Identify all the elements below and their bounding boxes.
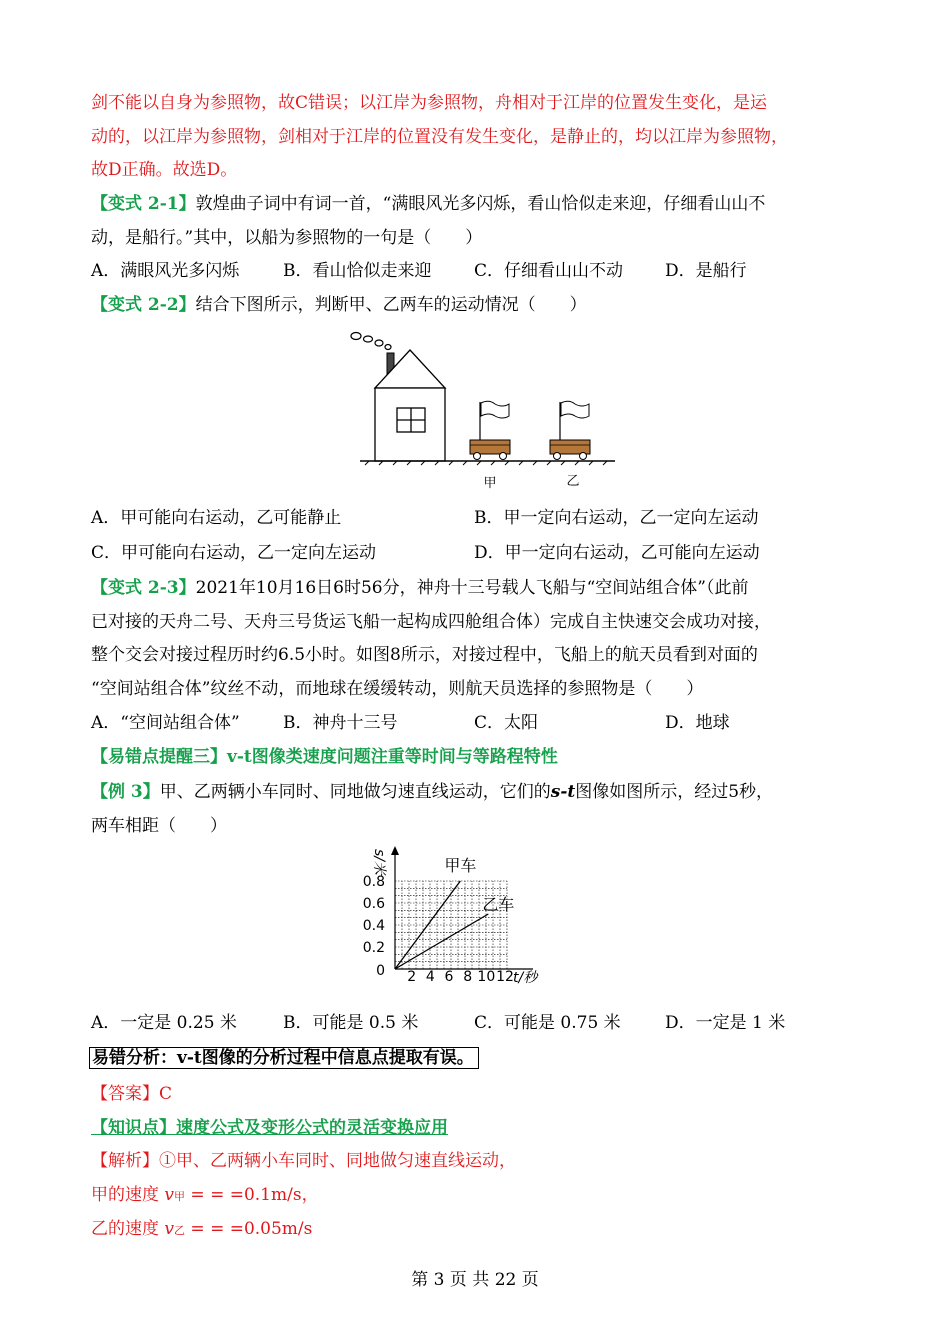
reminder-3-heading: 【易错点提醒三】v-t图像类速度问题注重等时间与等路程特性 — [91, 747, 558, 767]
y-tick-label: 0.4 — [362, 918, 385, 934]
question-2-2-option-b: B．甲一定向右运动，乙一定向左运动 — [474, 508, 759, 528]
solution-line-1: 【解析】①甲、乙两辆小车同时、同地做匀速直线运动， — [91, 1151, 516, 1171]
question-2-3-line-1: 【变式 2-3】2021年10月16日6时56分，神舟十三号载人飞船与“空间站组合体”（此前 — [91, 578, 749, 598]
question-2-3-tag: 【变式 2-3】 — [91, 578, 196, 598]
y-tick-label: 0.6 — [362, 896, 385, 912]
example-3-tag: 【例 3】 — [91, 782, 160, 802]
question-2-1-option-d: D．是船行 — [665, 261, 747, 281]
error-analysis-box — [89, 1046, 479, 1070]
question-2-1-option-b: B．看山恰似走来迎 — [283, 261, 432, 281]
x-axis-label: t/秒 — [513, 970, 538, 986]
example-3-option-b: B．可能是 0.5 米 — [283, 1013, 419, 1033]
house-icon — [375, 350, 445, 461]
car-yi-label: 乙 — [566, 474, 580, 489]
answer-line — [91, 1082, 172, 1106]
y-axis-label: s/米 — [371, 849, 387, 876]
question-2-2-option-c: C．甲可能向右运动，乙一定向左运动 — [91, 543, 377, 563]
example-3-line-1: 【例 3】甲、乙两辆小车同时、同地做匀速直线运动，它们的s-t图像如图所示，经过5秒， — [91, 782, 774, 802]
answer-label: 【答案】 — [91, 1084, 159, 1104]
analysis-line-1: 剑不能以自身为参照物，故C错误；以江岸为参照物，舟相对于江岸的位置发生变化，是运 — [91, 93, 768, 113]
st-chart — [355, 843, 555, 993]
series-label-1: 甲车 — [444, 856, 477, 875]
knowledge-point: 【知识点】速度公式及变形公式的灵活变换应用 — [91, 1118, 448, 1138]
analysis-line-3: 故D正确。故选D。 — [91, 160, 238, 180]
y-tick-label: 0 — [376, 963, 385, 979]
question-2-2-option-a: A．甲可能向右运动，乙可能静止 — [91, 508, 342, 528]
question-2-3-line-2: 已对接的天舟二号、天舟三号货运飞船一起构成四舱组合体）完成自主快速交会成功对接， — [91, 612, 771, 632]
y-axis-arrow — [391, 846, 399, 855]
ground — [360, 461, 615, 465]
question-2-3-option-c: C．太阳 — [474, 713, 539, 733]
example-3-option-c: C．可能是 0.75 米 — [474, 1013, 621, 1033]
solution-line-3: 乙的速度 v乙 = = =0.05m/s — [91, 1219, 313, 1239]
house-cars-figure — [345, 328, 625, 498]
question-2-1-line-2: 动，是船行。”其中，以船为参照物的一句是（ ） — [91, 228, 483, 248]
solution-line-2: 甲的速度 v甲 = = =0.1m/s， — [91, 1185, 319, 1205]
y-tick-label: 0.2 — [362, 940, 385, 956]
example-3-option-a: A．一定是 0.25 米 — [91, 1013, 237, 1033]
x-tick-label: 6 — [444, 969, 454, 985]
question-2-3-option-d: D．地球 — [665, 713, 730, 733]
y-tick-label: 0.8 — [362, 874, 385, 890]
page-footer: 第 3 页 共 22 页 — [411, 1270, 539, 1290]
x-tick-label: 10 — [477, 969, 496, 985]
analysis-line-2: 动的，以江岸为参照物，剑相对于江岸的位置没有发生变化，是静止的，均以江岸为参照物， — [91, 127, 788, 147]
question-2-1-option-a: A．满眼风光多闪烁 — [91, 261, 240, 281]
example-3-option-d: D．一定是 1 米 — [665, 1013, 786, 1033]
question-2-3-option-b: B．神舟十三号 — [283, 713, 398, 733]
question-2-3-line-4: “空间站组合体”纹丝不动，而地球在缓缓转动，则航天员选择的参照物是（ ） — [91, 679, 704, 699]
x-tick-label: 2 — [407, 969, 417, 985]
solution-label: 【解析】 — [91, 1151, 159, 1171]
x-tick-label: 4 — [425, 969, 435, 985]
question-2-2-tag: 【变式 2-2】 — [91, 295, 196, 315]
question-2-2-line-1: 【变式 2-2】结合下图所示，判断甲、乙两车的运动情况（ ） — [91, 295, 587, 315]
example-3-line-2: 两车相距（ ） — [91, 816, 227, 836]
x-tick-label: 12 — [496, 969, 514, 985]
chart-labels — [363, 849, 540, 986]
question-2-1-tag: 【变式 2-1】 — [91, 194, 196, 214]
question-2-1-option-c: C．仔细看山山不动 — [474, 261, 624, 281]
answer-value: C — [159, 1084, 173, 1104]
x-tick-label: 8 — [463, 969, 473, 985]
question-2-3-line-3: 整个交会对接过程历时约6.5小时。如图8所示，对接过程中，飞船上的航天员看到对面的 — [91, 645, 758, 665]
question-2-1-line-1: 【变式 2-1】敦煌曲子词中有词一首，“满眼风光多闪烁，看山恰似走来迎，仔细看山山不 — [91, 194, 766, 214]
error-analysis-text: 易错分析：v-t图像的分析过程中信息点提取有误。 — [89, 1047, 479, 1069]
smoke-icon — [351, 333, 391, 350]
question-2-2-option-d: D．甲一定向右运动，乙可能向左运动 — [474, 543, 760, 563]
car-jia-label: 甲 — [483, 476, 497, 491]
question-2-3-option-a: A．“空间站组合体” — [91, 713, 240, 733]
car-jia-icon — [470, 401, 510, 459]
car-yi-icon — [550, 401, 590, 459]
series-label-2: 乙车 — [482, 895, 515, 914]
